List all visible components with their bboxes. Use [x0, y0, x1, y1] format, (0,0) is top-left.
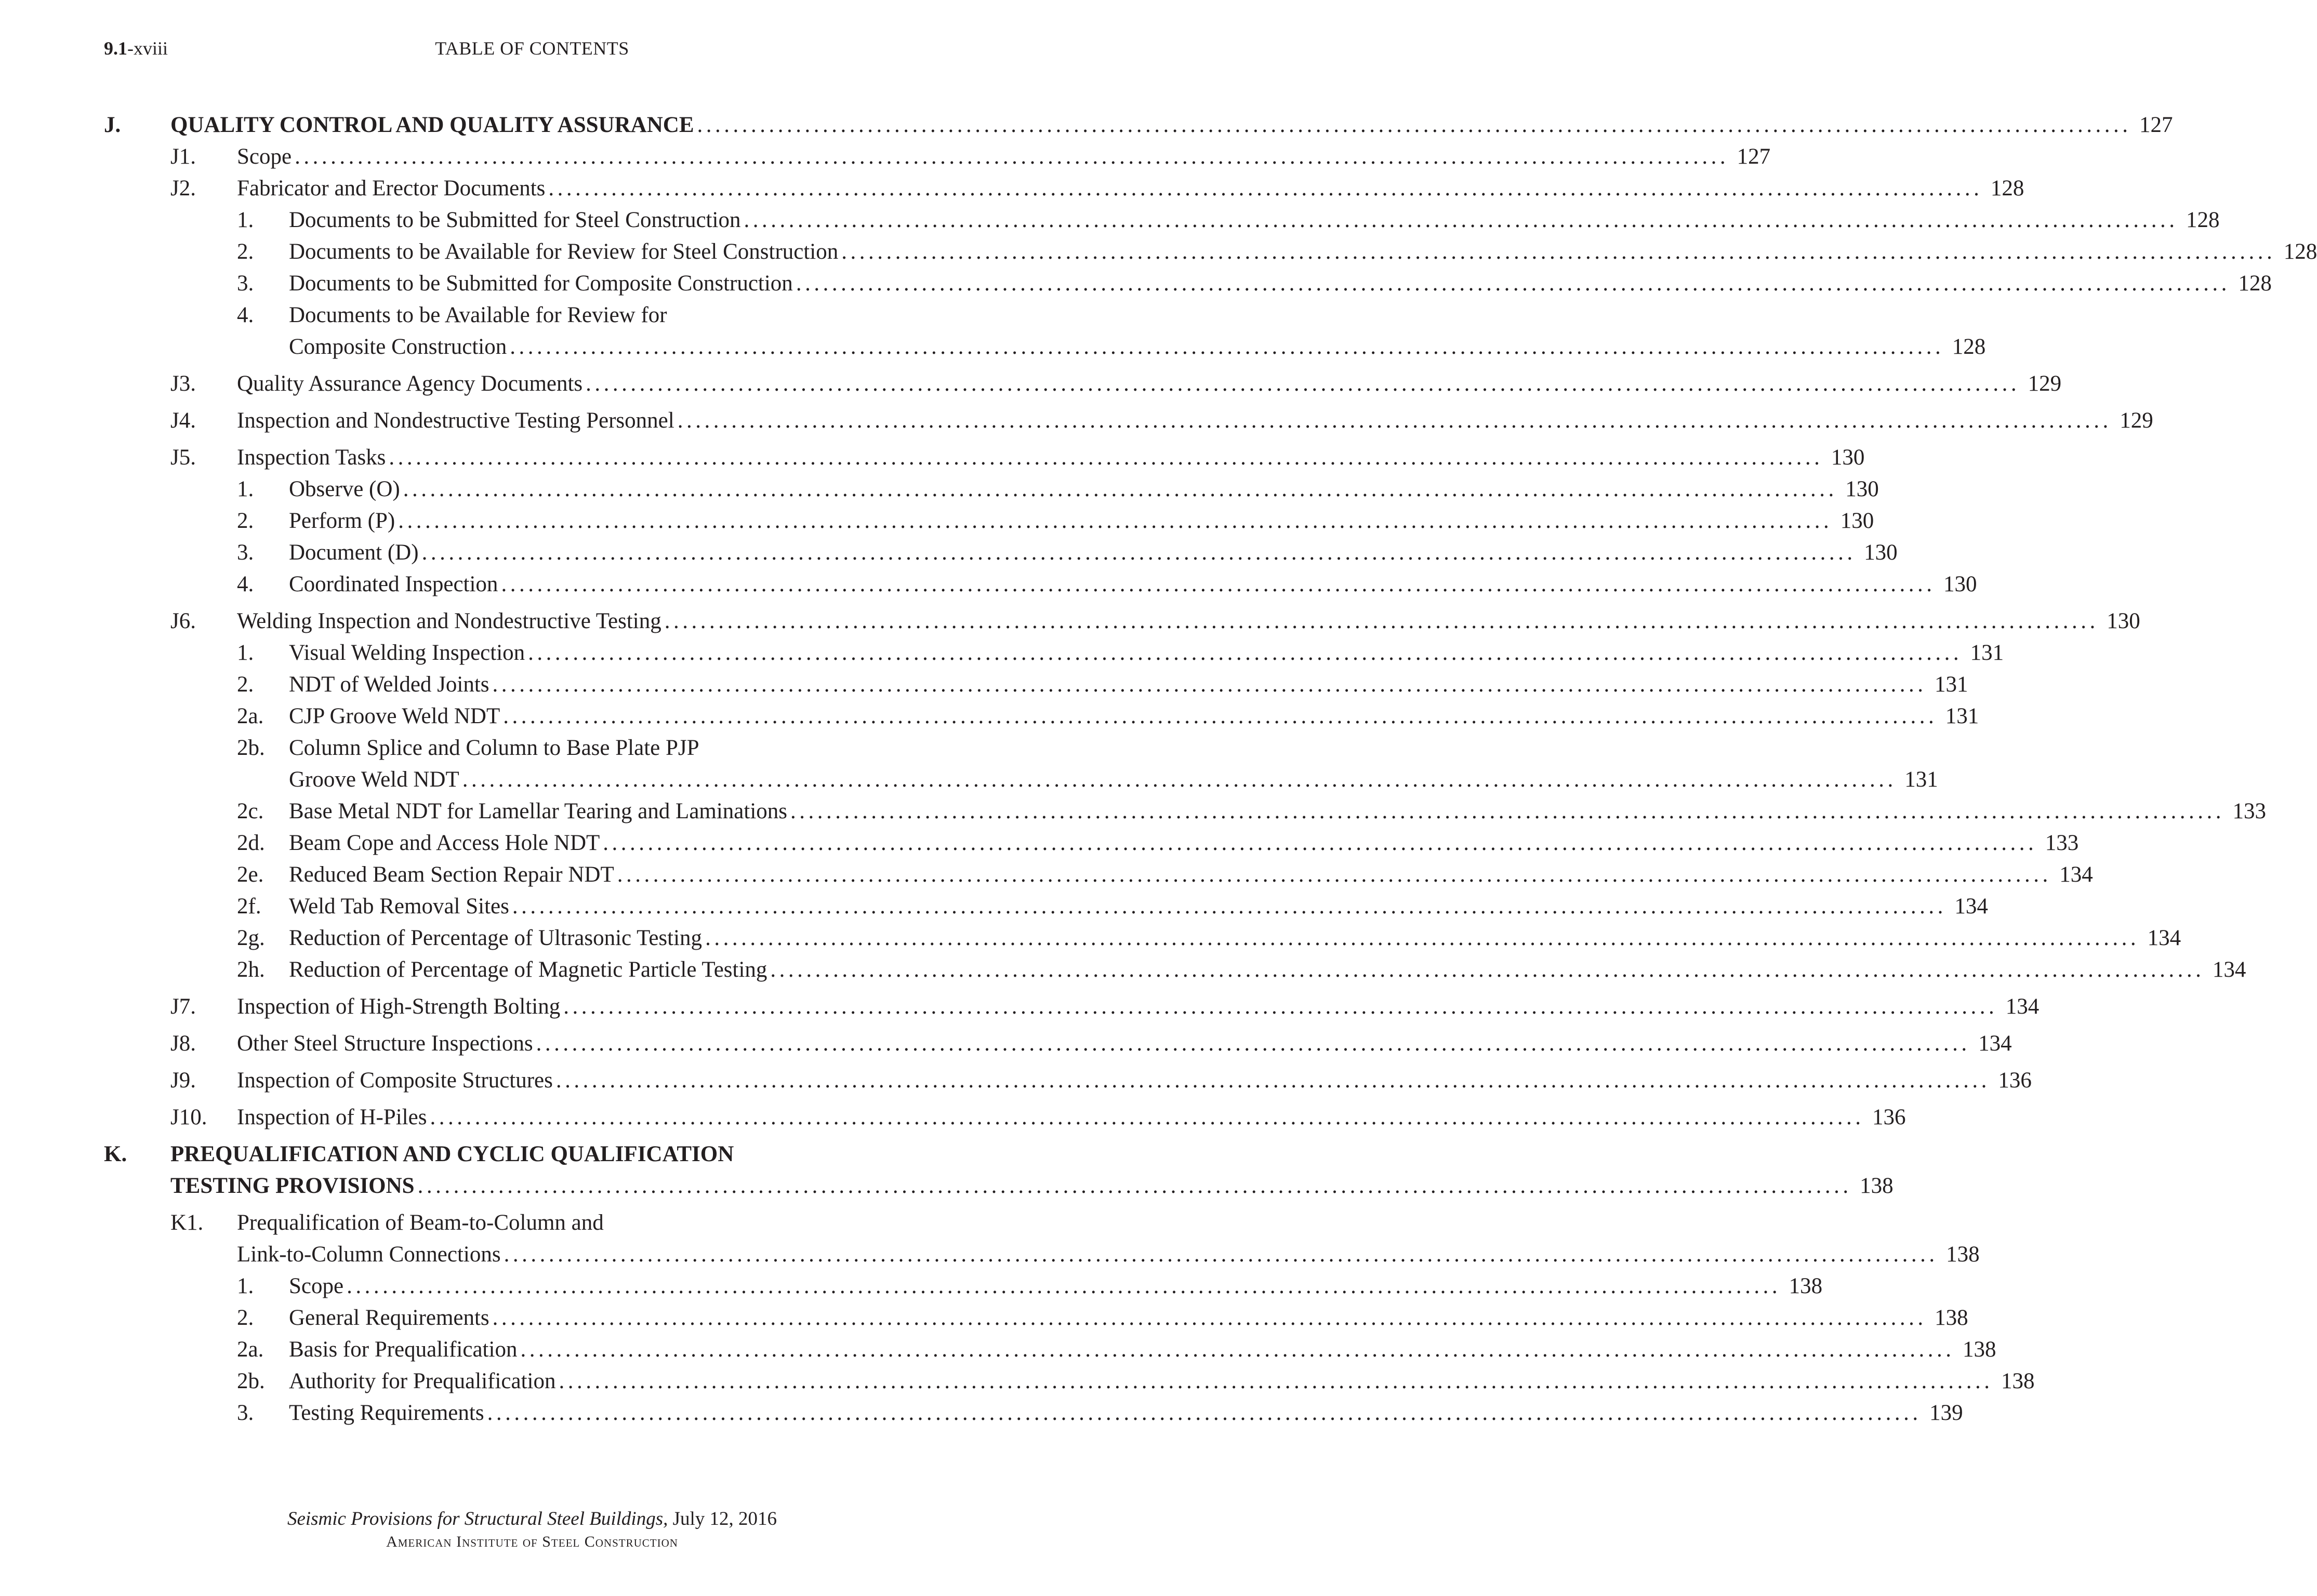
toc-page-number: 131: [1904, 767, 1938, 792]
toc-page-number: 130: [1943, 572, 1977, 596]
toc-entry-number: 1.: [237, 1274, 254, 1298]
toc-entry-title: Weld Tab Removal Sites: [289, 894, 509, 919]
toc-entry-number: J.: [104, 113, 121, 137]
toc-entry-title: Reduction of Percentage of Ultrasonic Testing: [289, 926, 703, 950]
toc-entry-title: Coordinated Inspection: [289, 572, 498, 596]
toc-page-number: 136: [1872, 1105, 1906, 1129]
toc-entry-number: J2.: [170, 176, 196, 201]
toc-entry[interactable]: [104, 1334, 1996, 1365]
toc-page-number: 138: [1946, 1242, 1980, 1267]
dot-leader: ................................................................................................................................................................: [417, 1174, 1852, 1198]
dot-leader: ................................................................................................................................................................: [504, 1242, 1938, 1267]
dot-leader: ................................................................................................................................................................: [790, 799, 2225, 823]
toc-entry-title: Inspection and Nondestructive Testing Personnel: [237, 408, 674, 433]
toc-page-number: 134: [2147, 926, 2181, 950]
toc-entry[interactable]: [104, 605, 2140, 637]
toc-entry[interactable]: [104, 109, 2173, 141]
toc-page-number: 129: [2120, 408, 2153, 433]
toc-entry-number: 2f.: [237, 894, 261, 919]
toc-entry-number: K1.: [170, 1211, 204, 1235]
dot-leader: ................................................................................................................................................................: [705, 926, 2140, 950]
dot-leader: ................................................................................................................................................................: [492, 672, 1927, 697]
toc-entry[interactable]: [104, 473, 1879, 505]
toc-entry[interactable]: [104, 1207, 1980, 1270]
toc-page-number: 134: [1978, 1031, 2012, 1056]
toc-entry[interactable]: [104, 669, 1968, 700]
toc-entry[interactable]: [104, 299, 1986, 363]
dot-leader: ................................................................................................................................................................: [347, 1274, 1781, 1298]
table-of-contents: [104, 109, 2317, 1429]
toc-entry-title: Beam Cope and Access Hole NDT: [289, 831, 600, 855]
toc-entry-title: Visual Welding Inspection: [289, 641, 525, 665]
toc-entry-title: Authority for Prequalification: [289, 1369, 556, 1393]
toc-entry-title: Prequalification of Beam-to-Column and: [237, 1211, 604, 1235]
toc-entry-number: 2.: [237, 672, 254, 697]
page-footer: [0, 1507, 1064, 1552]
toc-page-number: 131: [1935, 672, 1968, 697]
toc-page-number: 130: [1831, 445, 1865, 470]
toc-entry-number: J8.: [170, 1031, 196, 1056]
toc-entry[interactable]: [104, 795, 2267, 827]
toc-entry-title: Welding Inspection and Nondestructive Testing: [237, 609, 661, 633]
toc-entry-title: Inspection of H-Piles: [237, 1105, 427, 1129]
toc-entry-number: 3.: [237, 1401, 254, 1425]
toc-page-number: 130: [1840, 509, 1874, 533]
toc-entry-title: General Requirements: [289, 1306, 489, 1330]
toc-entry[interactable]: [104, 1101, 1906, 1133]
toc-page-number: 127: [1737, 144, 1771, 169]
toc-entry-title: Inspection Tasks: [237, 445, 386, 470]
toc-entry[interactable]: [104, 954, 2246, 986]
toc-entry-number: 3.: [237, 540, 254, 565]
toc-entry-number: J9.: [170, 1068, 196, 1093]
toc-page-number: 130: [2107, 609, 2140, 633]
toc-entry[interactable]: [104, 368, 2062, 400]
toc-entry-title: Scope: [237, 144, 292, 169]
toc-page-number: 128: [2283, 240, 2317, 264]
dot-leader: ................................................................................................................................................................: [462, 767, 1897, 792]
toc-page-number: 134: [2059, 862, 2093, 887]
dot-leader: ................................................................................................................................................................: [770, 957, 2205, 982]
footer-organization: American Institute of Steel Construction: [386, 1533, 678, 1550]
toc-entry-title: Other Steel Structure Inspections: [237, 1031, 533, 1056]
dot-leader: ................................................................................................................................................................: [403, 477, 1837, 501]
toc-entry-number: 2c.: [237, 799, 264, 823]
dot-leader: ................................................................................................................................................................: [841, 240, 2276, 264]
toc-entry-number: J10.: [170, 1105, 207, 1129]
dot-leader: ................................................................................................................................................................: [510, 335, 1944, 359]
toc-entry-number: 2b.: [237, 736, 265, 760]
toc-entry-number: 2a.: [237, 704, 264, 728]
toc-entry-title: Document (D): [289, 540, 419, 565]
toc-entry-title: TESTING PROVISIONS: [170, 1174, 415, 1198]
toc-page-number: 128: [2186, 208, 2220, 232]
dot-leader: ................................................................................................................................................................: [421, 540, 1856, 565]
toc-page-number: 138: [1935, 1306, 1968, 1330]
dot-leader: ................................................................................................................................................................: [295, 144, 1729, 169]
toc-entry[interactable]: [104, 1270, 1823, 1302]
dot-leader: ................................................................................................................................................................: [796, 271, 2230, 296]
toc-entry-title: Link-to-Column Connections: [237, 1242, 501, 1267]
dot-leader: ................................................................................................................................................................: [697, 113, 2131, 137]
toc-entry-title: Documents to be Available for Review for: [289, 303, 667, 327]
toc-entry-number: 4.: [237, 303, 254, 327]
toc-entry-number: 2h.: [237, 957, 265, 982]
toc-entry[interactable]: [104, 890, 1988, 922]
dot-leader: ................................................................................................................................................................: [492, 1306, 1927, 1330]
toc-entry-number: 3.: [237, 271, 254, 296]
dot-leader: ................................................................................................................................................................: [520, 1337, 1955, 1362]
toc-entry-number: K.: [104, 1142, 127, 1166]
toc-entry[interactable]: [104, 1397, 1963, 1429]
toc-entry[interactable]: [104, 141, 1771, 172]
dot-leader: ................................................................................................................................................................: [501, 572, 1936, 596]
toc-entry-title: Base Metal NDT for Lamellar Tearing and Laminations: [289, 799, 788, 823]
toc-entry[interactable]: [104, 172, 2024, 204]
toc-entry[interactable]: [104, 700, 1979, 732]
toc-entry-number: J4.: [170, 408, 196, 433]
toc-entry-title: Column Splice and Column to Base Plate PJP: [289, 736, 699, 760]
dot-leader: ................................................................................................................................................................: [559, 1369, 1993, 1393]
toc-entry[interactable]: [104, 236, 2317, 268]
toc-entry-number: 2.: [237, 240, 254, 264]
toc-entry-title: Perform (P): [289, 509, 395, 533]
toc-entry-number: 1.: [237, 208, 254, 232]
toc-page-number: 130: [1845, 477, 1879, 501]
toc-entry-title: Reduction of Percentage of Magnetic Particle Testing: [289, 957, 767, 982]
toc-entry-title: Reduced Beam Section Repair NDT: [289, 862, 614, 887]
toc-page-number: 130: [1864, 540, 1898, 565]
toc-page-number: 138: [2001, 1369, 2035, 1393]
toc-entry-number: 2d.: [237, 831, 265, 855]
toc-page-number: 128: [1952, 335, 1986, 359]
dot-leader: ................................................................................................................................................................: [528, 641, 1963, 665]
toc-page-number: 127: [2139, 113, 2173, 137]
toc-page-number: 129: [2028, 371, 2062, 396]
toc-page-number: 131: [1970, 641, 2004, 665]
dot-leader: ................................................................................................................................................................: [512, 894, 1947, 919]
dot-leader: ................................................................................................................................................................: [487, 1401, 1922, 1425]
dot-leader: ................................................................................................................................................................: [586, 371, 2020, 396]
toc-entry[interactable]: [104, 859, 2093, 890]
toc-entry-title: Documents to be Available for Review for Steel Construction: [289, 240, 839, 264]
toc-entry-title: Observe (O): [289, 477, 400, 501]
dot-leader: ................................................................................................................................................................: [536, 1031, 1970, 1056]
toc-entry-title: CJP Groove Weld NDT: [289, 704, 500, 728]
dot-leader: ................................................................................................................................................................: [664, 609, 2099, 633]
toc-entry-title: Scope: [289, 1274, 344, 1298]
page-header: [104, 37, 960, 63]
toc-entry-number: 2e.: [237, 862, 264, 887]
toc-page-number: 138: [1962, 1337, 1996, 1362]
toc-entry[interactable]: [104, 732, 1938, 795]
toc-entry-title: Quality Assurance Agency Documents: [237, 371, 583, 396]
toc-page-number: 134: [2212, 957, 2246, 982]
dot-leader: ................................................................................................................................................................: [603, 831, 2037, 855]
toc-entry[interactable]: [104, 1065, 2032, 1096]
running-title: TABLE OF CONTENTS: [435, 38, 629, 59]
toc-entry-title: Basis for Prequalification: [289, 1337, 518, 1362]
toc-entry[interactable]: [104, 505, 1874, 537]
dot-leader: ................................................................................................................................................................: [617, 862, 2051, 887]
toc-entry-number: J3.: [170, 371, 196, 396]
toc-entry[interactable]: [104, 537, 1898, 568]
toc-entry[interactable]: [104, 922, 2181, 954]
toc-page-number: 128: [2238, 271, 2272, 296]
toc-entry-number: 2g.: [237, 926, 265, 950]
toc-page-number: 128: [1990, 176, 2024, 201]
toc-entry[interactable]: [104, 1138, 1894, 1202]
dot-leader: ................................................................................................................................................................: [430, 1105, 1864, 1129]
toc-entry-title: Fabricator and Erector Documents: [237, 176, 546, 201]
toc-page-number: 133: [2045, 831, 2079, 855]
toc-entry[interactable]: [104, 268, 2272, 299]
toc-entry-title: Documents to be Submitted for Composite Construction: [289, 271, 793, 296]
toc-entry-title: Groove Weld NDT: [289, 767, 459, 792]
toc-entry-title: QUALITY CONTROL AND QUALITY ASSURANCE: [170, 113, 694, 137]
toc-entry-title: Documents to be Submitted for Steel Construction: [289, 208, 741, 232]
toc-entry-number: J6.: [170, 609, 196, 633]
toc-entry-number: 2b.: [237, 1369, 265, 1393]
toc-entry[interactable]: [104, 637, 2004, 669]
dot-leader: ................................................................................................................................................................: [398, 509, 1833, 533]
page-number: 9.1-xviii: [104, 38, 168, 59]
toc-entry[interactable]: [104, 1302, 1968, 1334]
toc-entry[interactable]: [104, 204, 2220, 236]
toc-entry[interactable]: [104, 827, 2079, 859]
footer-publication-title: Seismic Provisions for Structural Steel Buildings, July 12, 2016: [287, 1508, 777, 1530]
toc-entry-number: J1.: [170, 144, 196, 169]
toc-page-number: 138: [1789, 1274, 1823, 1298]
dot-leader: ................................................................................................................................................................: [548, 176, 1983, 201]
toc-page-number: 134: [1954, 894, 1988, 919]
toc-entry-number: 1.: [237, 477, 254, 501]
toc-entry-number: 2a.: [237, 1337, 264, 1362]
toc-entry-number: 2.: [237, 509, 254, 533]
toc-entry-title: PREQUALIFICATION AND CYCLIC QUALIFICATION: [170, 1142, 734, 1166]
dot-leader: ................................................................................................................................................................: [677, 408, 2112, 433]
dot-leader: ................................................................................................................................................................: [744, 208, 2178, 232]
toc-page-number: 139: [1929, 1401, 1963, 1425]
toc-entry[interactable]: [104, 1365, 2035, 1397]
toc-entry-number: 4.: [237, 572, 254, 596]
toc-entry[interactable]: [104, 991, 2040, 1022]
toc-entry[interactable]: [104, 442, 1865, 473]
toc-entry-number: J7.: [170, 994, 196, 1019]
toc-entry-title: Testing Requirements: [289, 1401, 484, 1425]
toc-entry-number: J5.: [170, 445, 196, 470]
toc-entry[interactable]: [104, 405, 2153, 436]
toc-entry-number: 1.: [237, 641, 254, 665]
dot-leader: ................................................................................................................................................................: [563, 994, 1998, 1019]
dot-leader: ................................................................................................................................................................: [555, 1068, 1990, 1093]
toc-page-number: 131: [1945, 704, 1979, 728]
toc-entry-title: NDT of Welded Joints: [289, 672, 489, 697]
toc-entry[interactable]: [104, 568, 1977, 600]
toc-page-number: 133: [2232, 799, 2267, 823]
toc-entry-number: 2.: [237, 1306, 254, 1330]
dot-leader: ................................................................................................................................................................: [389, 445, 1823, 470]
toc-entry-title: Composite Construction: [289, 335, 507, 359]
toc-page-number: 136: [1998, 1068, 2032, 1093]
toc-page-number: 138: [1860, 1174, 1894, 1198]
dot-leader: ................................................................................................................................................................: [503, 704, 1938, 728]
toc-entry-title: Inspection of High-Strength Bolting: [237, 994, 561, 1019]
toc-entry-title: Inspection of Composite Structures: [237, 1068, 553, 1093]
toc-page-number: 134: [2005, 994, 2040, 1019]
toc-entry[interactable]: [104, 1028, 2012, 1059]
